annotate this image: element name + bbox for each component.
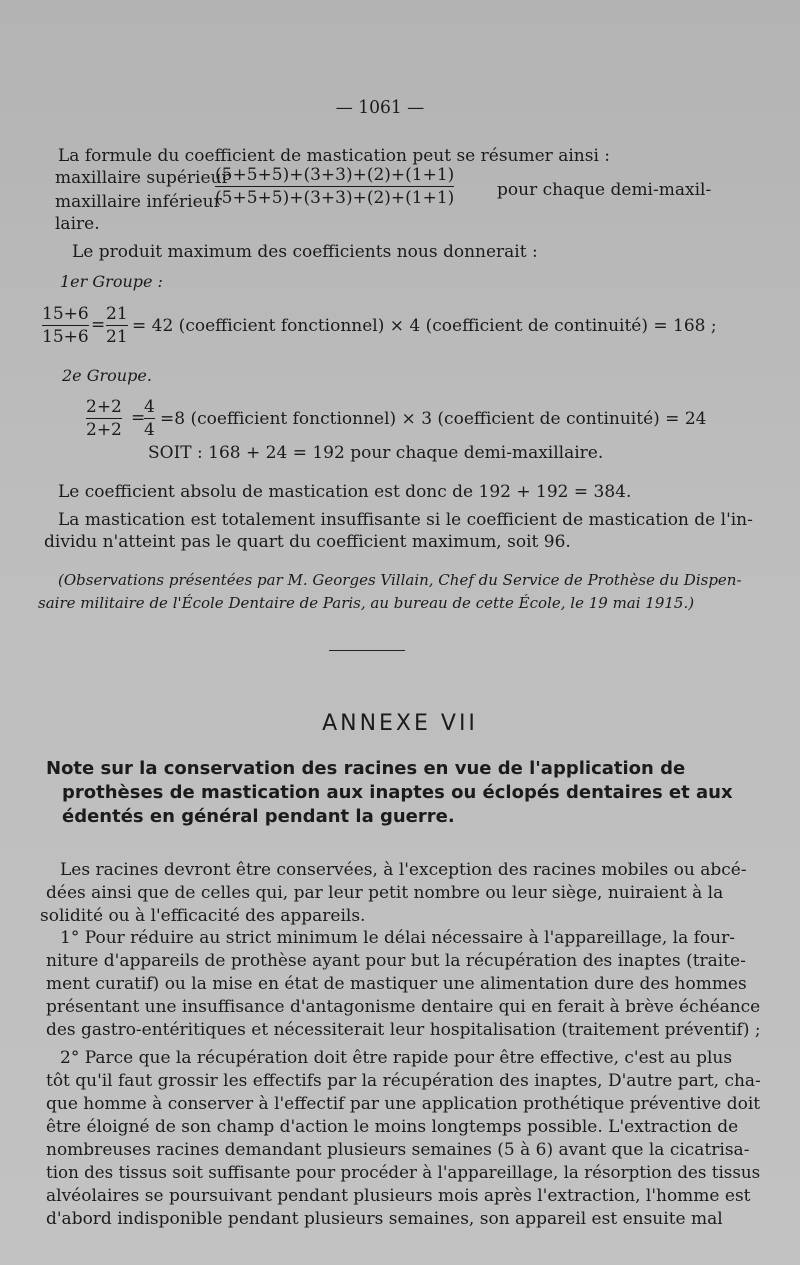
group1-result: = 42 (coefficient fonctionnel) × 4 (coefficient de continuité) = 168 ;: [132, 316, 717, 336]
paragraph3-line-1: 2° Parce que la récupération doit être rapide pour être effective, c'est au plus: [60, 1048, 733, 1068]
paragraph3-line-3: que homme à conserver à l'effectif par une application prothétique préventive doit: [46, 1094, 761, 1114]
fraction-bar: [215, 186, 454, 187]
formula-denominator: (5+5+5)+(3+3)+(2)+(1+1): [215, 188, 455, 208]
group2-frac1-num: 2+2: [86, 397, 122, 417]
formula-suffix: pour chaque demi-maxil-: [497, 180, 712, 200]
group2-fraction-1: [86, 397, 122, 440]
fraction-bar: [42, 325, 89, 326]
equals-sign: =: [91, 315, 106, 335]
paragraph3-line-2: tôt qu'il faut grossir les effectifs par la récupération des inaptes, D'autre part, cha-: [46, 1071, 761, 1091]
paragraph1-line-1: Les racines devront être conservées, à l'exception des racines mobiles ou abcé-: [60, 860, 747, 880]
group2-result: =8 (coefficient fonctionnel) × 3 (coefficient de continuité) = 24: [160, 409, 707, 429]
paragraph1-line-2: dées ainsi que de celles qui, par leur petit nombre ou leur siège, nuiraient à la: [46, 883, 724, 903]
paragraph2-line-5: des gastro-entéritiques et nécessiterait leur hospitalisation (traitement préventif) ;: [46, 1020, 761, 1040]
formula-lower-label: maxillaire inférieur: [55, 192, 222, 212]
paragraph3-line-5: nombreuses racines demandant plusieurs semaines (5 à 6) avant que la cicatrisa-: [46, 1140, 750, 1160]
group1-label: 1er Groupe :: [60, 272, 163, 291]
paragraph3-line-6: tion des tissus soit suffisante pour procéder à l'appareillage, la résorption des tissus: [46, 1163, 761, 1183]
paragraph2-line-2: niture d'appareils de prothèse ayant pour but la récupération des inaptes (traite-: [46, 951, 746, 971]
group1-fraction-1: [42, 304, 89, 347]
observations-line-2: saire militaire de l'École Dentaire de Paris, au bureau de cette École, le 19 mai 1915.): [38, 594, 695, 612]
fraction-bar: [86, 418, 122, 419]
formula-fraction: [215, 165, 454, 208]
fraction-bar: [106, 325, 128, 326]
section-divider: [329, 650, 405, 651]
insufficient-line-1: La mastication est totalement insuffisante si le coefficient de mastication de l'in-: [58, 510, 753, 530]
paragraph1-line-3: solidité ou à l'efficacité des appareils.: [40, 906, 366, 926]
note-title-line-2: prothèses de mastication aux inaptes ou éclopés dentaires et aux: [62, 782, 733, 803]
group1-frac1-num: 15+6: [42, 304, 89, 324]
group1-frac1-den: 15+6: [42, 327, 89, 347]
group2-frac1-den: 2+2: [86, 420, 122, 440]
fraction-bar: [144, 418, 155, 419]
equals-sign: =: [131, 408, 146, 428]
group2-frac2-num: 4: [144, 397, 155, 417]
note-title-line-3: édentés en général pendant la guerre.: [62, 806, 455, 827]
intro-line: La formule du coefficient de mastication peut se résumer ainsi :: [58, 146, 611, 166]
insufficient-line-2: dividu n'atteint pas le quart du coefficient maximum, soit 96.: [44, 532, 571, 552]
group1-frac2-num: 21: [106, 304, 128, 324]
soit-line: SOIT : 168 + 24 = 192 pour chaque demi-maxillaire.: [148, 443, 604, 463]
annex-title: ANNEXE VII: [322, 711, 478, 736]
group1-fraction-2: [106, 304, 128, 347]
group2-fraction-2: [144, 397, 155, 440]
formula-continuation: laire.: [55, 214, 100, 234]
formula-upper-label: maxillaire supérieur: [55, 168, 230, 188]
paragraph2-line-4: présentant une insuffisance d'antagonisme dentaire qui en ferait à brève échéance: [46, 997, 761, 1017]
paragraph3-line-7: alvéolaires se poursuivant pendant plusieurs mois après l'extraction, l'homme est: [46, 1186, 751, 1206]
observations-line-1: (Observations présentées par M. Georges Villain, Chef du Service de Prothèse du Dispen-: [58, 571, 742, 589]
absolute-coefficient-line: Le coefficient absolu de mastication est donc de 192 + 192 = 384.: [58, 482, 632, 502]
paragraph2-line-3: ment curatif) ou la mise en état de mastiquer une alimentation dure des hommes: [46, 974, 747, 994]
product-line: Le produit maximum des coefficients nous donnerait :: [72, 242, 538, 262]
note-title-line-1: Note sur la conservation des racines en vue de l'application de: [46, 758, 686, 779]
group2-frac2-den: 4: [144, 420, 155, 440]
page-number: — 1061 —: [335, 97, 425, 118]
paragraph3-line-4: être éloigné de son champ d'action le moins longtemps possible. L'extraction de: [46, 1117, 739, 1137]
group2-label: 2e Groupe.: [62, 366, 152, 385]
paragraph2-line-1: 1° Pour réduire au strict minimum le délai nécessaire à l'appareillage, la four-: [60, 928, 735, 948]
group1-frac2-den: 21: [106, 327, 128, 347]
paragraph3-line-8: d'abord indisponible pendant plusieurs semaines, son appareil est ensuite mal: [46, 1209, 723, 1229]
formula-numerator: (5+5+5)+(3+3)+(2)+(1+1): [215, 165, 455, 185]
